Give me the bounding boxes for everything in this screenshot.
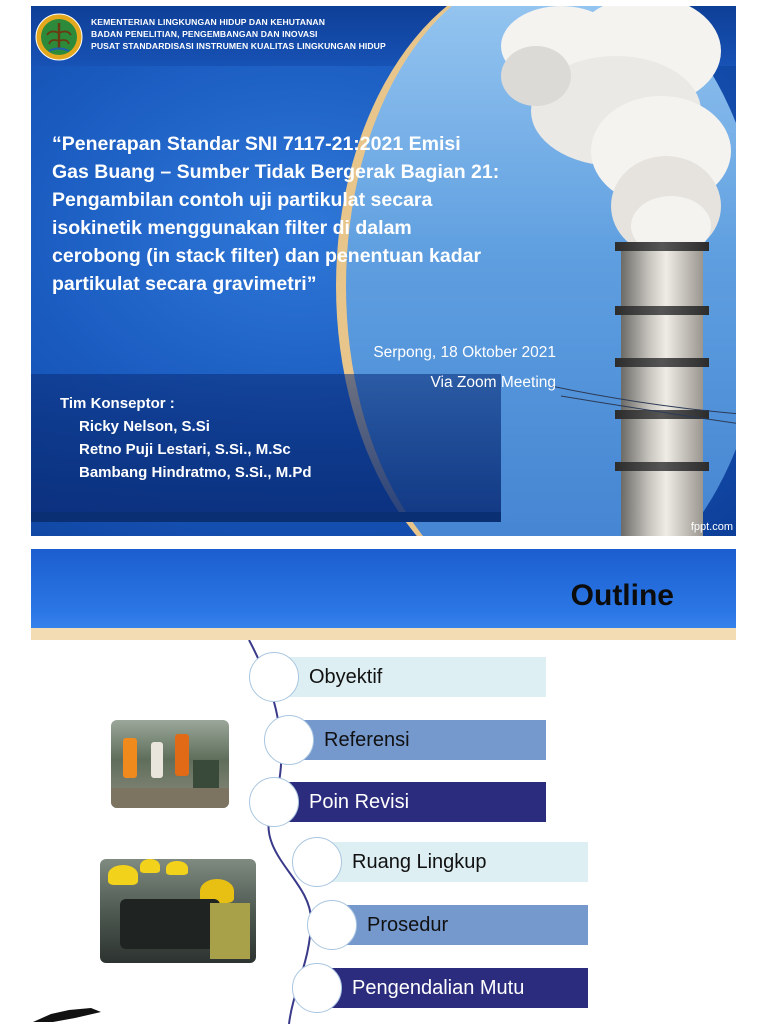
institution-name	[91, 16, 386, 52]
team-label: Tim Konseptor :	[60, 395, 175, 412]
team-member: Retno Puji Lestari, S.Si., M.Sc	[79, 441, 291, 458]
outline-item-label: Pengendalian Mutu	[352, 977, 525, 999]
outline-item	[274, 782, 546, 822]
bullet-circle	[264, 715, 314, 765]
outline-item	[317, 842, 588, 882]
title-line: Gas Buang – Sumber Tidak Bergerak Bagian 21:	[52, 161, 500, 183]
title-line: cerobong (in stack filter) dan penentuan kadar	[52, 245, 482, 267]
outline-item	[274, 657, 546, 697]
institution-line: PUSAT STANDARDISASI INSTRUMEN KUALITAS LINGKUNGAN HIDUP	[91, 41, 386, 51]
venue: Via Zoom Meeting	[430, 374, 556, 391]
title-line: isokinetik menggunakan filter di dalam	[52, 217, 412, 239]
bullet-circle	[249, 652, 299, 702]
institution-line: KEMENTERIAN LINGKUNGAN HIDUP DAN KEHUTANAN	[91, 17, 326, 27]
team-list	[60, 392, 312, 484]
outline-item	[289, 720, 546, 760]
team-member: Bambang Hindratmo, S.Si., M.Pd	[79, 464, 312, 481]
outline-item-label: Poin Revisi	[309, 791, 410, 813]
title-line: partikulat secara gravimetri”	[52, 273, 317, 295]
bullet-circle	[249, 777, 299, 827]
chimney-ring	[615, 306, 709, 315]
outline-item	[332, 905, 588, 945]
outline-item-label: Prosedur	[367, 914, 449, 936]
bullet-circle	[292, 837, 342, 887]
workers-photo	[100, 859, 256, 963]
wire-lines	[551, 366, 736, 436]
chimney-ring	[615, 242, 709, 251]
outline-item	[317, 968, 588, 1008]
ministry-logo-icon	[35, 13, 83, 61]
chimney-ring	[615, 462, 709, 471]
decorative-mark	[31, 1004, 111, 1024]
bottom-strip	[31, 512, 501, 522]
event-info	[373, 338, 556, 398]
institution-line: BADAN PENELITIAN, PENGEMBANGAN DAN INOVASI	[91, 29, 318, 39]
watermark: fppt.com	[690, 521, 733, 533]
outline-item-label: Referensi	[324, 729, 410, 751]
bullet-circle	[307, 900, 357, 950]
outline-item-label: Obyektif	[309, 666, 383, 688]
title-line: “Penerapan Standar SNI 7117-21:2021 Emisi	[52, 133, 461, 155]
header-band	[31, 628, 736, 640]
title-slide	[31, 6, 736, 536]
team-member: Ricky Nelson, S.Si	[79, 418, 210, 435]
place-date: Serpong, 18 Oktober 2021	[373, 344, 556, 361]
connector-curve	[31, 640, 736, 1024]
outline-item-label: Ruang Lingkup	[352, 851, 487, 873]
slide-title: Outline	[570, 579, 674, 612]
title-line: Pengambilan contoh uji partikulat secara	[52, 189, 433, 211]
field-sampling-photo	[111, 720, 229, 808]
outline-slide	[31, 549, 736, 1024]
presentation-title	[52, 130, 552, 298]
bullet-circle	[292, 963, 342, 1013]
